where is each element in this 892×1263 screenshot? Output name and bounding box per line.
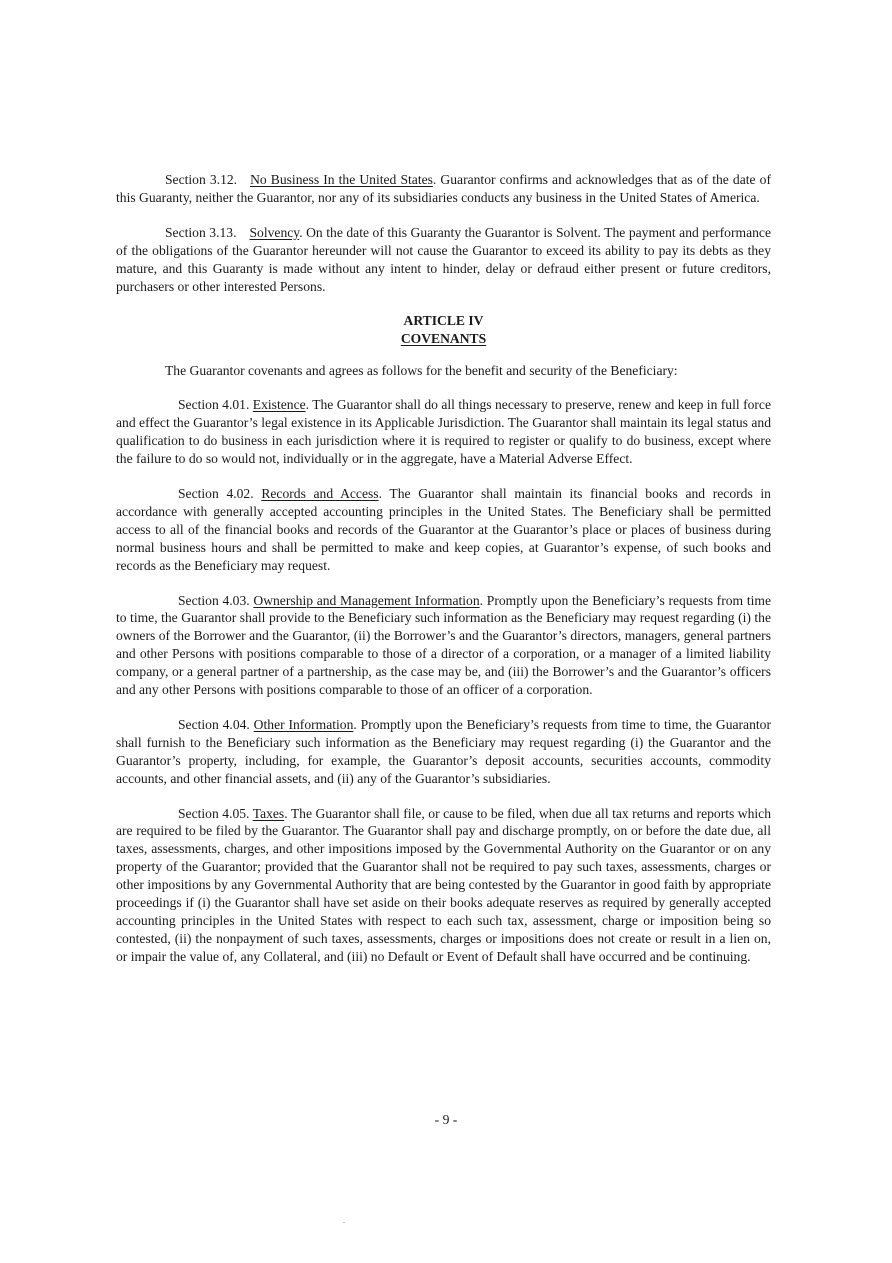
section-number: Section 4.04. <box>178 716 250 732</box>
document-body <box>116 171 771 983</box>
section-number: Section 3.13. <box>165 224 237 240</box>
scan-speck <box>343 1222 345 1223</box>
section-heading: Taxes <box>252 805 285 821</box>
section-text: . Promptly upon the Beneficiary’s requests from time to time, the Guarantor shall furnish to the Beneficiary such information as the Beneficiary may request regarding (i) the Guarantor and the Guarantor’s property, including, for example, the Guarantor’s deposit accounts, securities accounts, commodity accounts, and other financial assets, and (ii) any of the Guarantor’s subsidiaries. <box>116 716 771 786</box>
section-text: . The Guarantor shall maintain its financial books and records in accordance with generally accepted accounting principles in the United States. The Beneficiary shall be permitted access to all of the financial books and records of the Guarantor at the Guarantor’s place or places of business during normal business hours and shall be permitted to make and keep copies, at Guarantor’s expense, of such books and records as the Beneficiary may request. <box>116 485 771 573</box>
section-text: . The Guarantor shall do all things necessary to preserve, renew and keep in full force and effect the Guarantor’s legal existence in its Applicable Jurisdiction. The Guarantor shall maintain its legal status and qualification to do business in each jurisdiction where it is required to register or qualify to do business, except where the failure to do so would not, individually or in the aggregate, have a Material Adverse Effect. <box>116 397 771 467</box>
section-number: Section 4.03. <box>178 592 250 608</box>
section-heading: Ownership and Management Information <box>253 592 480 608</box>
section-number: Section 4.01. <box>178 397 250 413</box>
section-heading: Records and Access <box>261 485 379 501</box>
section-3-12 <box>116 171 771 207</box>
section-heading: No Business In the United States <box>250 172 433 187</box>
section-text: . On the date of this Guaranty the Guarantor is Solvent. The payment and performance of the obligations of the Guarantor hereunder will not cause the Guarantor to exceed its ability to pay its debts as they mature, and this Guaranty is made without any intent to hinder, delay or defraud either present or future creditors, purchasers or other interested Persons. <box>116 224 771 294</box>
section-text: . The Guarantor shall file, or cause to be filed, when due all tax returns and reports which are required to be filed by the Guarantor. The Guarantor shall pay and discharge promptly, on or before the date due, all taxes, assessments, charges, and other impositions imposed by the Governmental Authority on the Guarantor or on any property of the Guarantor; provided that the Guarantor shall not be required to pay such taxes, assessments, charges or other impositions by any Governmental Authority that are being contested by the Guarantor in good faith by appropriate proceedings if (i) the Guarantor shall have set aside on their books adequate reserves as required by generally accepted accounting principles in the United States with respect to each such tax, assessment, charge or imposition being so contested, (ii) the nonpayment of such taxes, assessments, charges or impositions does not create or result in a lien on, or impair the value of, any Collateral, and (iii) no Default or Event of Default shall have occurred and be continuing. <box>116 805 772 964</box>
article-heading <box>116 312 771 347</box>
article-intro: The Guarantor covenants and agrees as follows for the benefit and security of the Beneficiary: <box>165 363 678 379</box>
section-4-04 <box>116 716 771 788</box>
section-heading: Existence <box>252 397 306 413</box>
section-number: Section 3.12. <box>165 172 238 187</box>
section-4-02 <box>116 485 771 575</box>
section-number: Section 4.05. <box>178 805 250 821</box>
section-4-01 <box>116 396 771 468</box>
article-title: ARTICLE IV <box>403 313 484 329</box>
section-3-13 <box>116 224 771 296</box>
section-number: Section 4.02. <box>178 485 254 501</box>
section-text: . Promptly upon the Beneficiary’s requests from time to time, the Guarantor shall provide to the Beneficiary such information as the Beneficiary may request regarding (i) the owners of the Borrower and the Guarantor, (ii) the Borrower’s and the Guarantor’s directors, managers, general partners and other Persons with positions comparable to those of a director of a corporation, or a manager of a limited liability company, or a general partner of a partnership, as the case may be, and (iii) the Borrower’s and the Guarantor’s officers and any other Persons with positions comparable to those of an officer of a corporation. <box>116 592 771 698</box>
section-4-05 <box>116 805 771 966</box>
page-number: - 9 - <box>434 1112 458 1127</box>
section-heading: Solvency <box>249 224 300 240</box>
article-subtitle: COVENANTS <box>400 330 487 346</box>
section-4-03 <box>116 592 771 699</box>
section-text: . Guarantor confirms and acknowledges that as of the date of this Guaranty, neither the Guarantor, nor any of its subsidiaries conducts any business in the United States of America. <box>116 172 771 205</box>
section-heading: Other Information <box>253 716 354 732</box>
